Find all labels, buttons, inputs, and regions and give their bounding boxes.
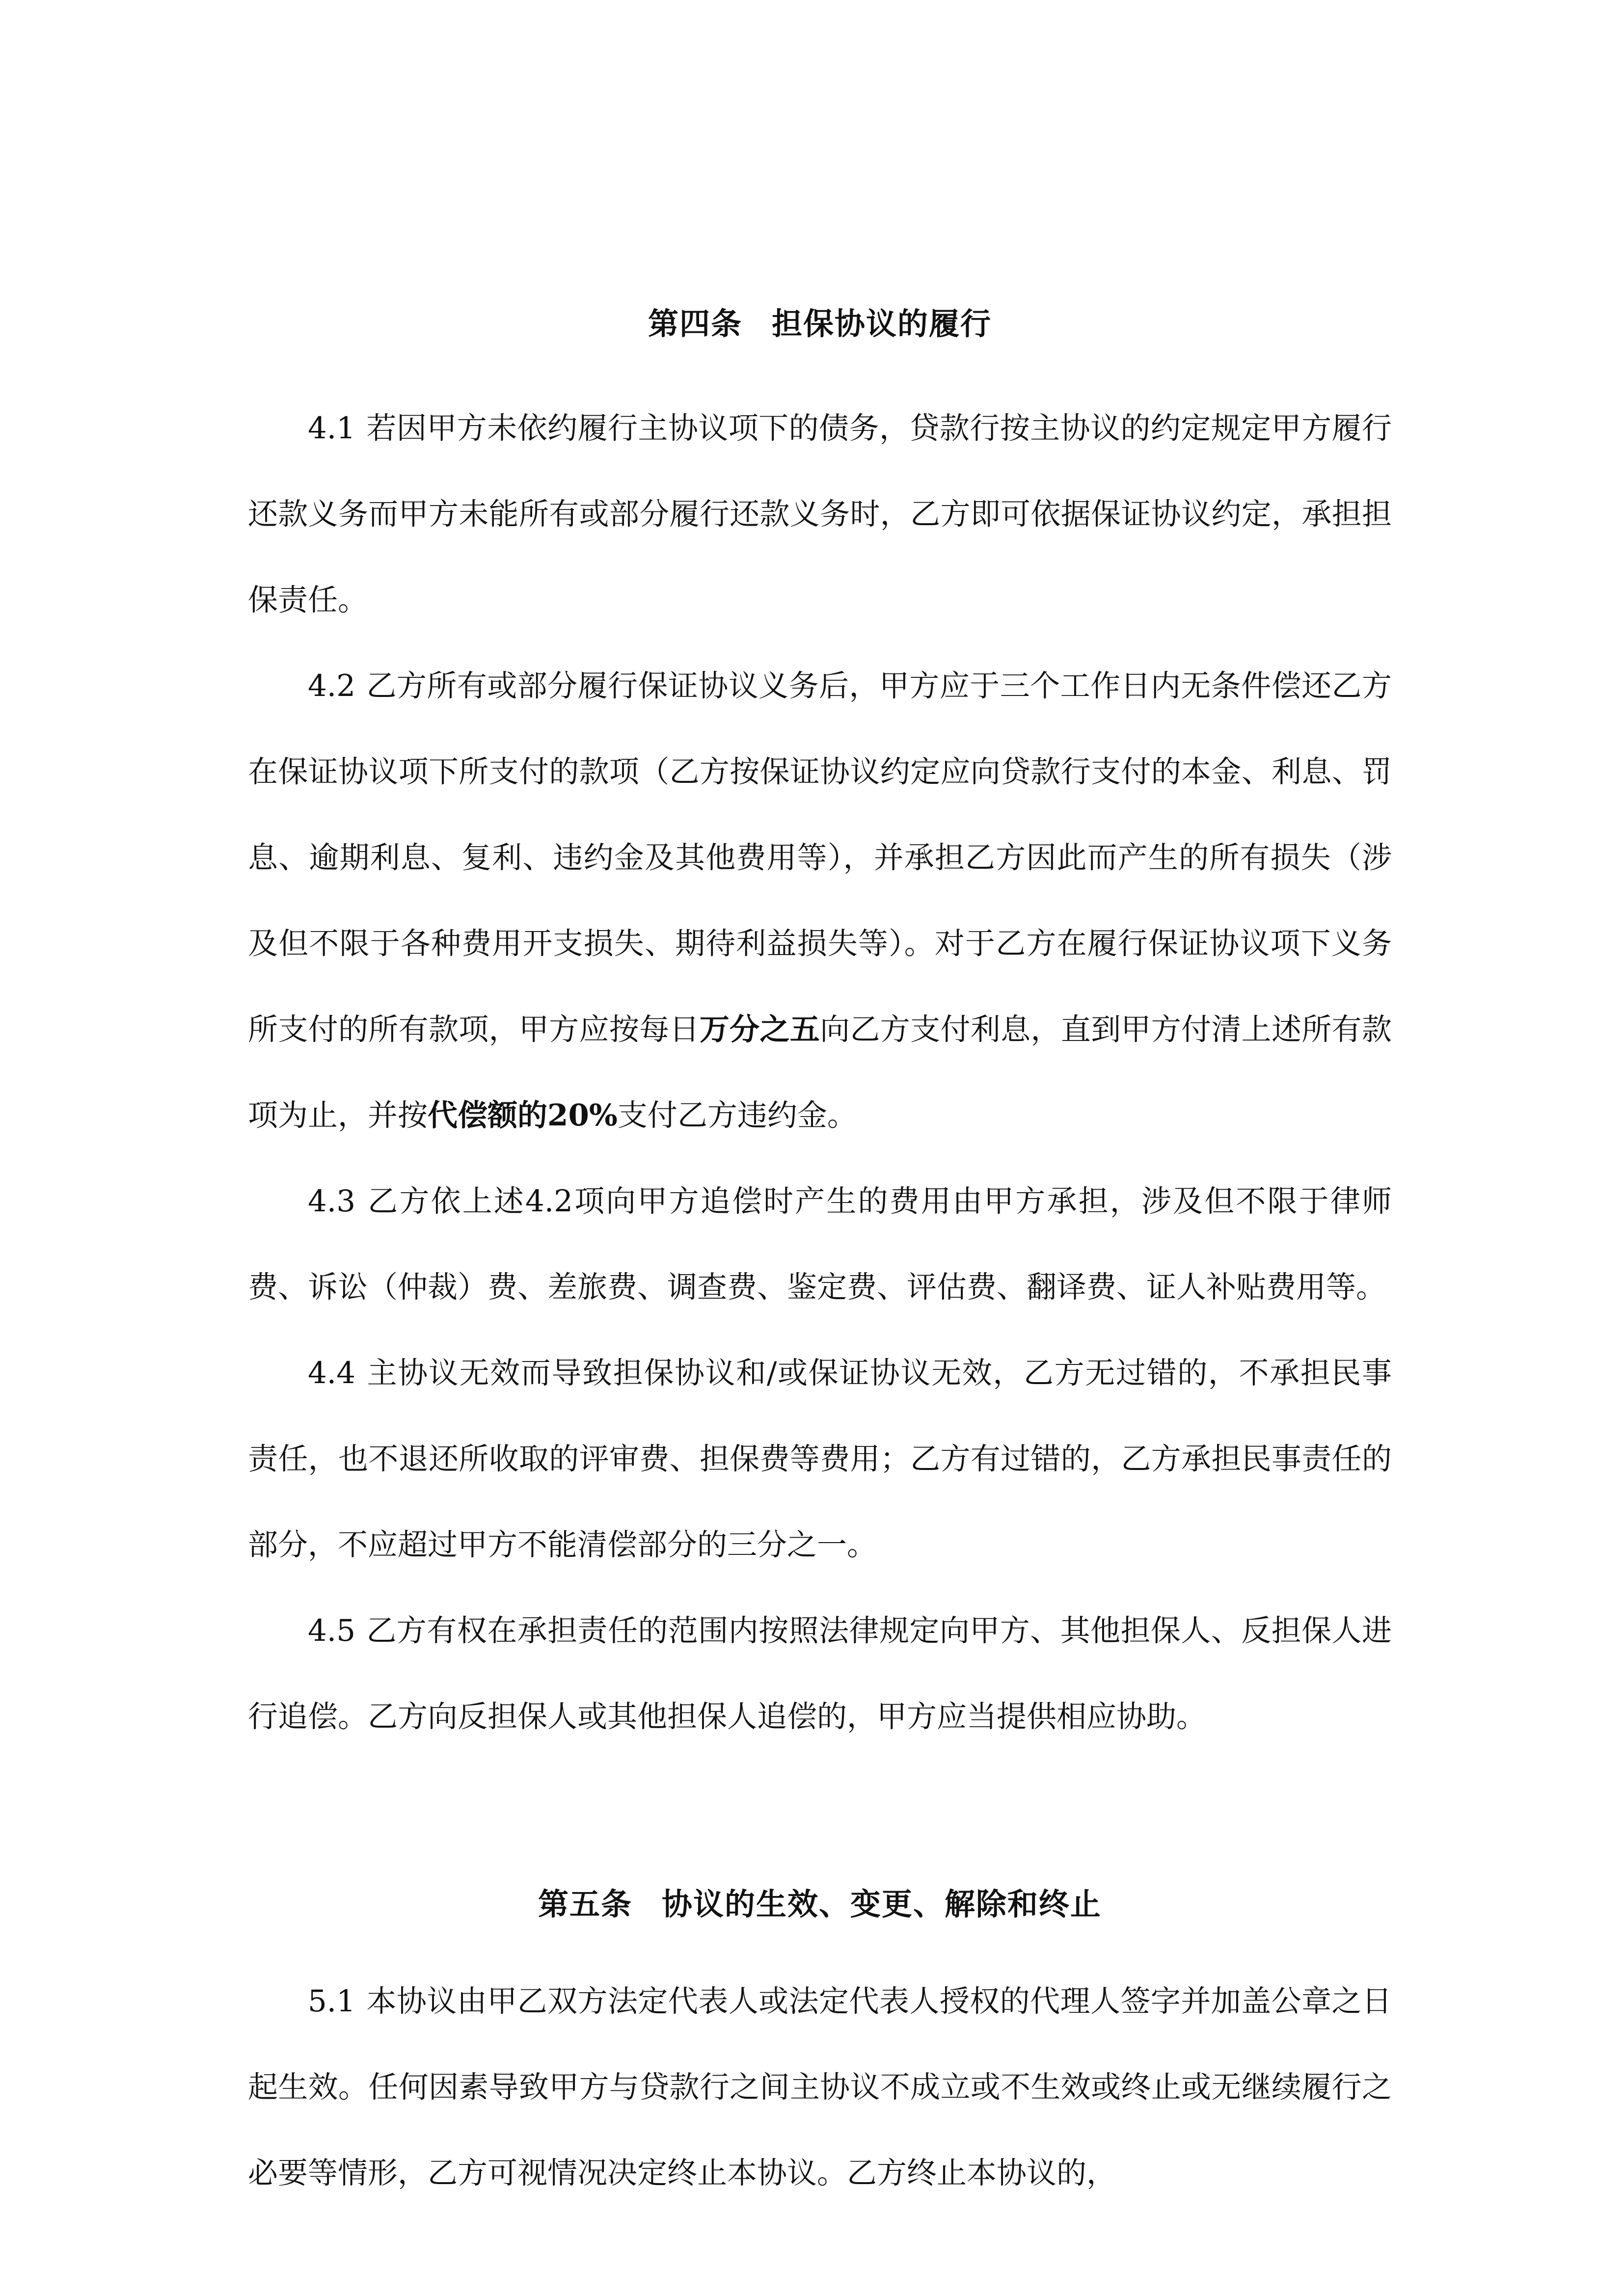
clause-number: 4.5 [308, 1613, 356, 1648]
section-4-number: 第四条 [648, 306, 742, 342]
clause-text: 乙方有权在承担责任的范围内按照法律规定向甲方、其他担保人、反担保人进行追偿。乙方向反担保人或其他担保人追偿的，甲方应当提供相应协助。 [248, 1613, 1392, 1734]
clause-emphasis-penalty: 代偿额的20% [428, 1098, 618, 1133]
clause-text: 主协议无效而导致担保协议和/或保证协议无效，乙方无过错的，不承担民事责任，也不退还所收取的评审费、担保费等费用；乙方有过错的，乙方承担民事责任的部分，不应超过甲方不能清偿部分的三分之一。 [248, 1356, 1392, 1562]
clause-text: 向乙方支付利息，直到甲方付清上述所有款项为止，并按 [248, 1012, 1392, 1133]
clause-number: 4.1 [308, 411, 356, 446]
clause-number: 4.4 [308, 1356, 356, 1390]
clause-number: 5.1 [308, 1984, 356, 2019]
document-body [248, 299, 1392, 2216]
clause-text: 若因甲方未依约履行主协议项下的债务，贷款行按主协议的约定规定甲方履行还款义务而甲方未能所有或部分履行还款义务时，乙方即可依据保证协议约定，承担担保责任。 [248, 411, 1392, 617]
section-4-title: 担保协议的履行 [772, 306, 992, 342]
section-5-heading [248, 1880, 1392, 1929]
clause-text: 乙方依上述4.2项向甲方追偿时产生的费用由甲方承担，涉及但不限于律师费、诉讼（仲裁）费、差旅费、调查费、鉴定费、评估费、翻译费、证人补贴费用等。 [248, 1184, 1392, 1305]
section-5-number: 第五条 [538, 1886, 632, 1922]
clause-5-1 [248, 1958, 1392, 2216]
clause-text: 本协议由甲乙双方法定代表人或法定代表人授权的代理人签字并加盖公章之日起生效。任何因素导致甲方与贷款行之间主协议不成立或不生效或终止或无继续履行之必要等情形，乙方可视情况决定终止本协议。乙方终止本协议的， [248, 1984, 1392, 2190]
clause-4-2 [248, 643, 1392, 1158]
clause-4-3 [248, 1158, 1392, 1330]
clause-number: 4.2 [308, 668, 356, 703]
clause-4-1 [248, 385, 1392, 643]
clause-4-4 [248, 1330, 1392, 1588]
clause-emphasis-rate: 万分之五 [699, 1012, 820, 1047]
section-4-heading [248, 299, 1392, 348]
clause-text: 乙方所有或部分履行保证协议义务后，甲方应于三个工作日内无条件偿还乙方在保证协议项下所支付的款项（乙方按保证协议约定应向贷款行支付的本金、利息、罚息、逾期利息、复利、违约金及其他费用等），并承担乙方因此而产生的所有损失（涉及但不限于各种费用开支损失、期待利益损失等）。对于乙方在履行保证协议项下义务所支付的所有款项，甲方应按每日 [248, 668, 1392, 1047]
section-5-title: 协议的生效、变更、解除和终止 [662, 1886, 1102, 1922]
clause-text: 支付乙方违约金。 [617, 1098, 857, 1133]
clause-number: 4.3 [308, 1184, 356, 1219]
clause-4-5 [248, 1588, 1392, 1760]
